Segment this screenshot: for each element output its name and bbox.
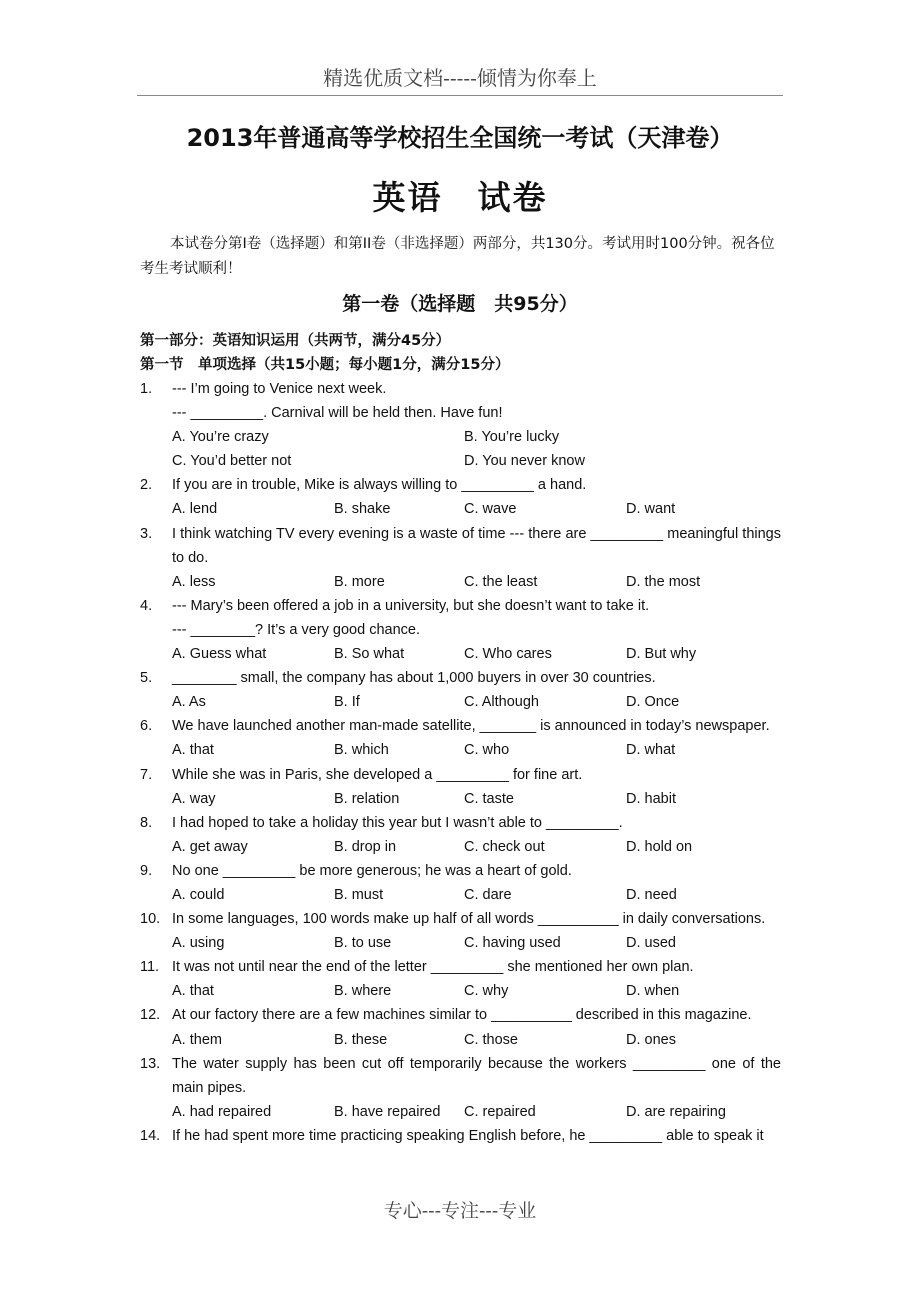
option-d[interactable]: D. need — [626, 886, 677, 903]
option-a[interactable]: A. that — [172, 983, 214, 1000]
page-footer: 专心---专注---专业 — [383, 1200, 537, 1222]
question-number: 6. — [140, 718, 153, 735]
option-a[interactable]: A. had repaired — [172, 1103, 272, 1120]
question-5 — [140, 666, 781, 714]
question-3 — [140, 522, 781, 594]
question-13 — [140, 1052, 781, 1124]
question-14 — [140, 1124, 781, 1148]
option-d[interactable]: D. But why — [626, 646, 697, 663]
option-row — [172, 1100, 781, 1124]
option-d[interactable]: D. hold on — [626, 838, 693, 855]
option-a[interactable]: A. way — [172, 790, 216, 807]
question-stem: ________ small, the company has about 1,000 buyers in over 30 countries. — [172, 670, 656, 687]
question-number: 2. — [140, 477, 153, 494]
option-row — [172, 1028, 781, 1052]
option-c[interactable]: C. the least — [464, 573, 538, 590]
question-9 — [140, 859, 781, 907]
option-a[interactable]: A. get away — [172, 838, 248, 855]
page-header: 精选优质文档-----倾情为你奉上 — [137, 62, 783, 96]
option-d[interactable]: D. when — [626, 983, 680, 1000]
option-a[interactable]: A. You’re crazy — [172, 429, 269, 446]
question-number: 11. — [140, 959, 160, 976]
option-c[interactable]: C. check out — [464, 838, 545, 855]
question-number: 14. — [140, 1127, 161, 1144]
question-stem: --- Mary’s been offered a job in a university, but she doesn’t want to take it. — [172, 597, 650, 614]
question-number: 10. — [140, 911, 161, 928]
question-stem: While she was in Paris, she developed a _________ for fine art. — [172, 766, 583, 783]
option-row — [172, 690, 781, 714]
option-c[interactable]: C. dare — [464, 886, 512, 903]
option-row — [172, 449, 781, 473]
option-c[interactable]: C. You’d better not — [172, 453, 292, 470]
option-c[interactable]: C. taste — [464, 790, 514, 807]
exam-subtitle: 英语 试卷 — [372, 178, 548, 217]
option-row — [172, 787, 781, 811]
option-row — [172, 425, 781, 449]
option-c[interactable]: C. who — [464, 742, 510, 759]
option-b[interactable]: B. If — [334, 694, 360, 711]
option-d[interactable]: D. are repairing — [626, 1103, 726, 1120]
question-6 — [140, 714, 781, 762]
question-number: 7. — [140, 766, 153, 783]
question-number: 3. — [140, 525, 153, 542]
option-c[interactable]: C. Although — [464, 694, 539, 711]
option-row — [172, 570, 781, 594]
option-b[interactable]: B. must — [334, 886, 384, 903]
part-heading: 第一部分：英语知识运用（共两节，满分45分） — [140, 333, 451, 349]
question-stem-reply: --- ________? It’s a very good chance. — [172, 621, 421, 638]
exam-title: 2013年普通高等学校招生全国统一考试（天津卷） — [186, 124, 734, 152]
option-d[interactable]: D. used — [626, 935, 676, 952]
option-row — [172, 883, 781, 907]
option-a[interactable]: A. lend — [172, 501, 218, 518]
option-c[interactable]: C. those — [464, 1031, 518, 1048]
option-d[interactable]: D. the most — [626, 573, 701, 590]
option-b[interactable]: B. to use — [334, 935, 392, 952]
question-stem: In some languages, 100 words make up half of all words __________ in daily conversations. — [172, 911, 766, 928]
question-1 — [140, 377, 781, 473]
option-a[interactable]: A. that — [172, 742, 214, 759]
question-2 — [140, 473, 781, 521]
question-8 — [140, 811, 781, 859]
option-d[interactable]: D. ones — [626, 1031, 676, 1048]
option-c[interactable]: C. why — [464, 983, 509, 1000]
question-12 — [140, 1003, 781, 1051]
question-stem: It was not until near the end of the letter _________ she mentioned her own plan. — [172, 959, 694, 976]
option-b[interactable]: B. which — [334, 742, 389, 759]
question-number: 4. — [140, 597, 153, 614]
option-row — [172, 979, 781, 1003]
question-number: 8. — [140, 814, 153, 831]
option-b[interactable]: B. relation — [334, 790, 400, 807]
question-number: 1. — [140, 381, 153, 397]
question-stem: We have launched another man-made satellite, _______ is announced in today’s newspaper. — [172, 718, 770, 735]
subsection-heading: 第一节 单项选择（共15小题；每小题1分，满分15分） — [140, 357, 510, 373]
question-stem-reply: --- _________. Carnival will be held then. Have fun! — [172, 405, 503, 422]
option-b[interactable]: B. these — [334, 1031, 388, 1048]
option-b[interactable]: B. You’re lucky — [464, 429, 560, 446]
option-a[interactable]: A. Guess what — [172, 646, 267, 663]
option-b[interactable]: B. more — [334, 573, 385, 590]
question-number: 13. — [140, 1055, 161, 1072]
option-row — [172, 931, 781, 955]
option-b[interactable]: B. drop in — [334, 838, 397, 855]
option-row — [172, 497, 781, 521]
question-number: 9. — [140, 862, 153, 879]
question-number: 12. — [140, 1007, 161, 1024]
option-a[interactable]: A. could — [172, 886, 225, 903]
question-stem: The water supply has been cut off temporarily because the workers _________ one of the main pipes. — [172, 1055, 781, 1096]
question-7 — [140, 763, 781, 811]
option-row — [172, 642, 781, 666]
option-a[interactable]: A. less — [172, 573, 216, 590]
part-headings — [140, 329, 509, 377]
option-c[interactable]: C. repaired — [464, 1103, 536, 1120]
option-b[interactable]: B. where — [334, 983, 392, 1000]
option-c[interactable]: C. wave — [464, 501, 517, 518]
question-4 — [140, 594, 781, 666]
option-c[interactable]: C. having used — [464, 935, 561, 952]
questions-2-13 — [140, 473, 781, 1124]
question-stem: No one _________ be more generous; he was a heart of gold. — [172, 862, 572, 879]
option-b[interactable]: B. So what — [334, 646, 405, 663]
question-number: 5. — [140, 670, 153, 687]
option-d[interactable]: D. habit — [626, 790, 676, 807]
question-11 — [140, 955, 781, 1003]
option-row — [172, 738, 781, 762]
option-a[interactable]: A. them — [172, 1031, 222, 1048]
question-stem: If he had spent more time practicing speaking English before, he _________ able to speak it — [172, 1127, 764, 1144]
question-10 — [140, 907, 781, 955]
option-b[interactable]: B. shake — [334, 501, 391, 518]
option-d[interactable]: D. want — [626, 501, 676, 518]
option-a[interactable]: A. using — [172, 935, 225, 952]
option-d[interactable]: D. Once — [626, 694, 680, 711]
option-b[interactable]: B. have repaired — [334, 1103, 441, 1120]
option-d[interactable]: D. You never know — [464, 453, 585, 470]
option-c[interactable]: C. Who cares — [464, 646, 552, 663]
question-stem: If you are in trouble, Mike is always willing to _________ a hand. — [172, 477, 587, 494]
option-d[interactable]: D. what — [626, 742, 676, 759]
exam-instructions: 本试卷分第I卷（选择题）和第II卷（非选择题）两部分，共130分。考试用时100分钟。祝各位考生考试顺利！ — [140, 236, 775, 277]
section-title: 第一卷（选择题 共95分） — [342, 293, 578, 315]
question-stem: I had hoped to take a holiday this year but I wasn’t able to _________. — [172, 814, 623, 831]
question-list — [140, 377, 781, 1148]
option-row — [172, 835, 781, 859]
question-stem: At our factory there are a few machines similar to __________ described in this magazine. — [172, 1007, 752, 1024]
option-a[interactable]: A. As — [172, 694, 206, 711]
question-stem: I think watching TV every evening is a waste of time --- there are _________ meaningful things to do. — [172, 525, 781, 566]
question-stem: --- I’m going to Venice next week. — [172, 381, 387, 397]
